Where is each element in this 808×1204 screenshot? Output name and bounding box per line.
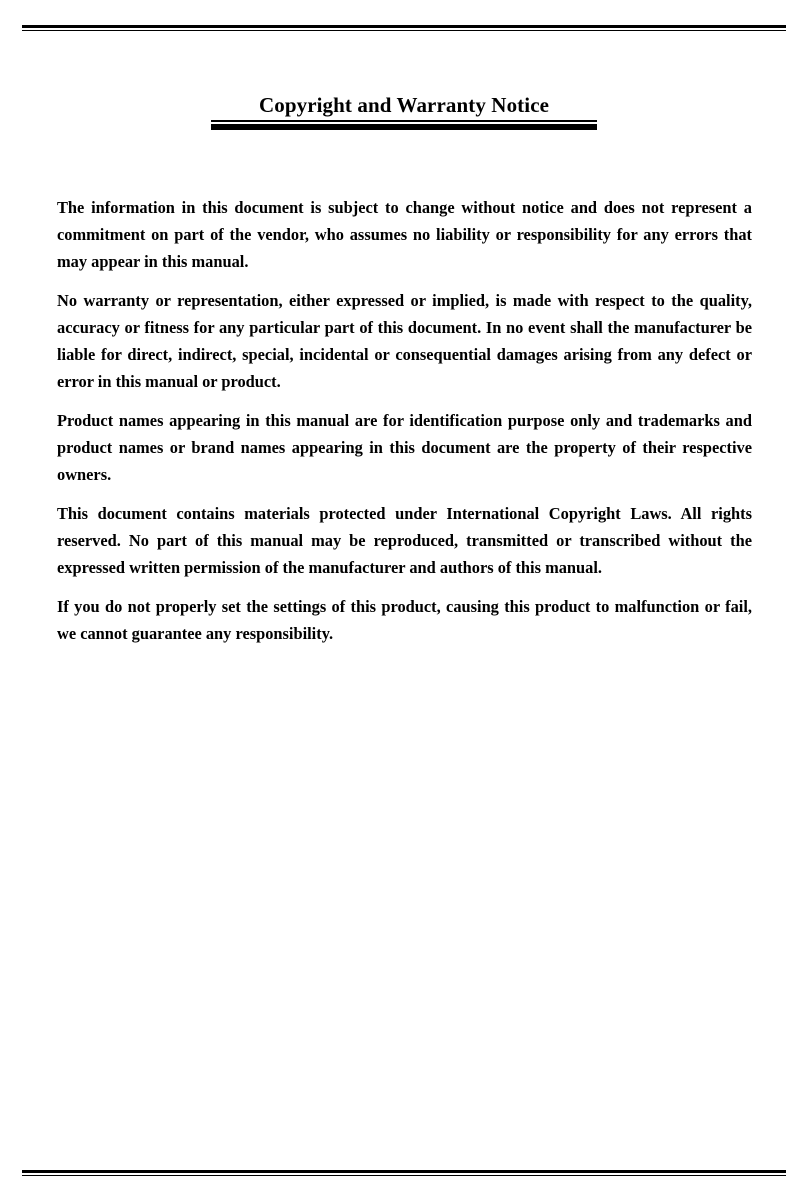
paragraph-no-warranty: No warranty or representation, either expressed or implied, is made with respect to the quality, accuracy or fitness for any particular part of this document. In no event shall the manufacturer be liable for direct, indirect, special, incidental or consequential damages arising from any defect or error in this manual or product. xyxy=(57,291,752,391)
title-underline xyxy=(211,120,597,131)
notice-body xyxy=(57,194,752,659)
paragraph-copyright: This document contains materials protected under International Copyright Laws. All rights reserved. No part of this manual may be reproduced, transmitted or transcribed without the expressed written permission of the manufacturer and authors of this manual. xyxy=(57,504,752,577)
paragraph-change-notice: The information in this document is subject to change without notice and does not represent a commitment on part of the vendor, who assumes no liability or responsibility for any errors that may appear in this manual. xyxy=(57,198,752,271)
paragraph-trademarks: Product names appearing in this manual are for identification purpose only and trademarks and product names or brand names appearing in this document are the property of their respective owners. xyxy=(57,411,752,484)
paragraph-settings-disclaimer: If you do not properly set the settings of this product, causing this product to malfunction or fail, we cannot guarantee any responsibility. xyxy=(57,597,752,643)
page-title: Copyright and Warranty Notice xyxy=(258,93,550,117)
title-block xyxy=(0,92,808,118)
footer-rule xyxy=(22,1170,786,1177)
header-rule xyxy=(22,25,786,32)
